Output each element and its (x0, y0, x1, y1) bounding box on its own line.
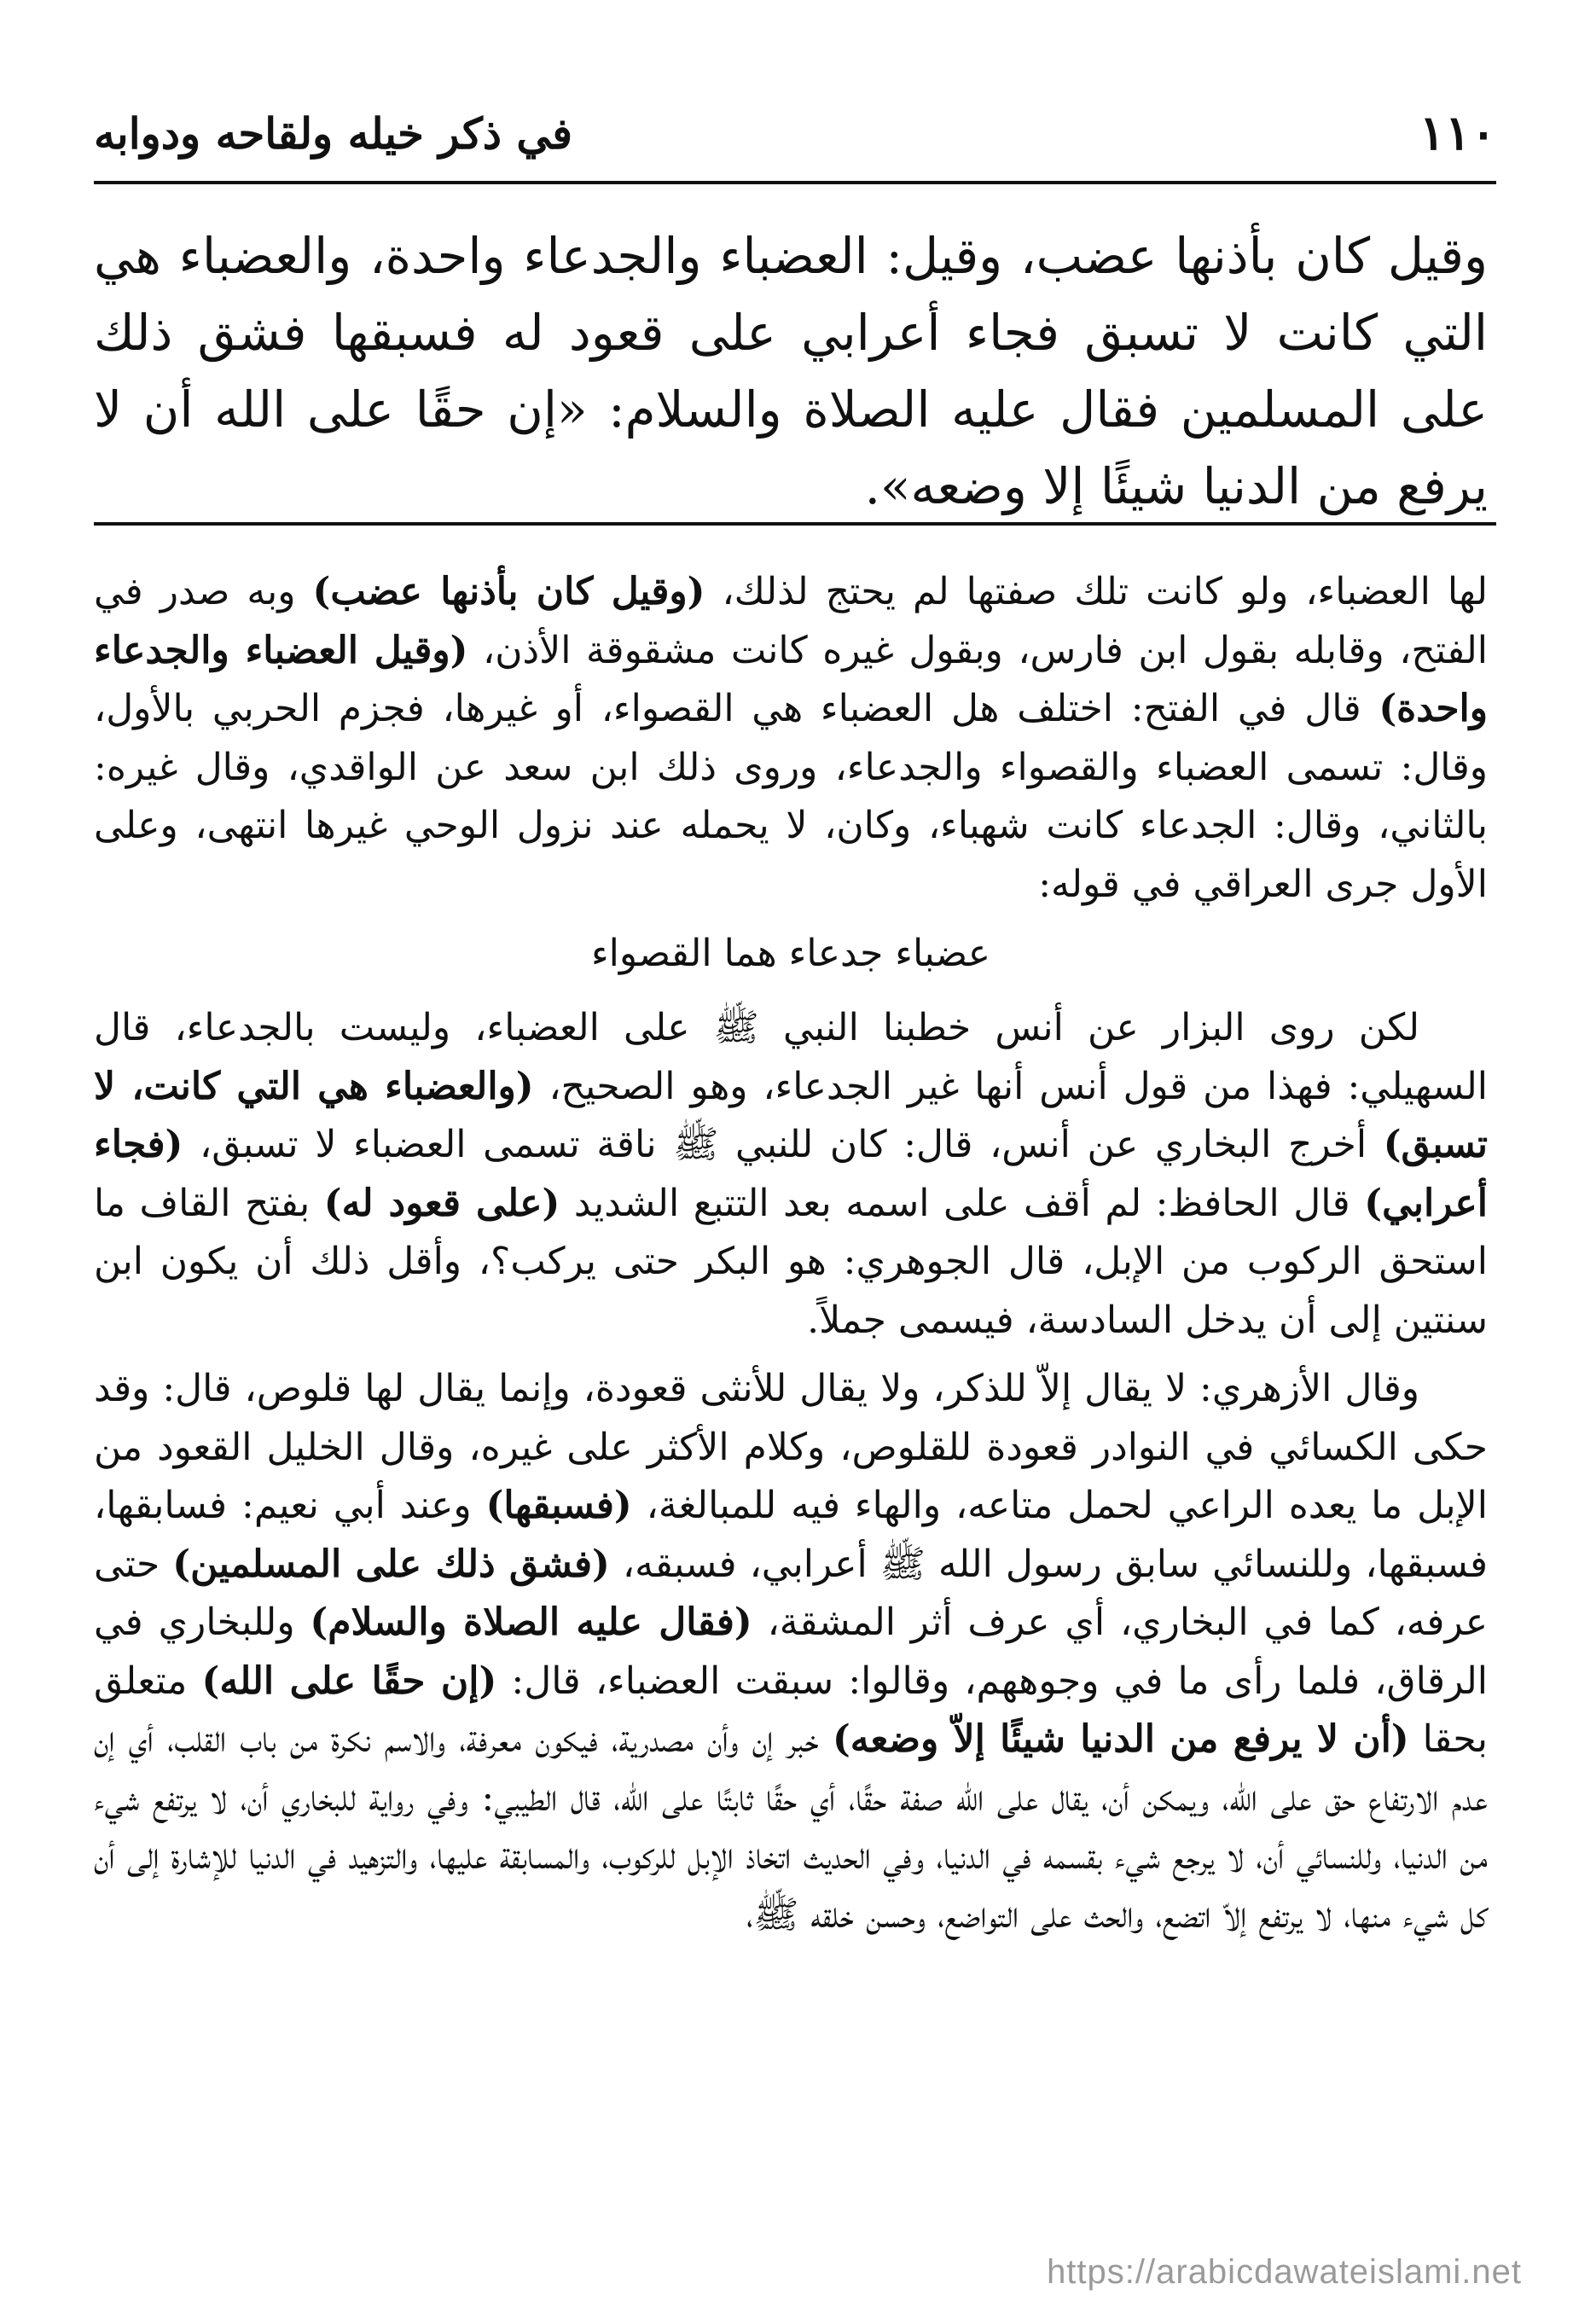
page-number: ١١٠ (1419, 105, 1496, 161)
quoted-phrase: (فشق ذلك على المسلمين) (172, 1542, 610, 1586)
quoted-phrase: (فقال عليه الصلاة والسلام) (310, 1601, 752, 1644)
poetry-verse: عضباء جدعاء هما القصواء (590, 932, 991, 975)
commentary-text: وعند أبي نعيم: فسابقها، فسبقها، وللنسائي سابق رسول الله ﷺ أعرابي، فسبقه، (94, 1484, 1489, 1586)
commentary-paragraph-1 (94, 563, 1488, 914)
commentary-text: حتى عرفه، كما في البخاري، أي عرف أثر المشقة، (94, 1542, 1488, 1644)
commentary-text: وقال الأزهري: لا يقال إلاّ للذكر، ولا يقال للأنثى قعودة، وإنما يقال لها قلوص، قال: وقد حكى الكسائي في النوادر قعودة للقلوص، وكلام الأكثر على غيره، وقال الخليل القعود من الإبل ما يعده الراعي لحمل متاعه، والهاء فيه للمبالغة، (94, 1367, 1488, 1527)
header-divider (94, 181, 1496, 184)
commentary-text: متعلق بحقا (94, 1659, 1488, 1761)
quoted-phrase: (والعضباء هي التي كانت، لا تسبق) (94, 1064, 1488, 1166)
page-header (94, 82, 1496, 184)
watermark-url: https://arabicdawateislami.net (1047, 2253, 1522, 2291)
commentary-text: وللبخاري في الرقاق، فلما رأى ما في وجوههم، وقالوا: سبقت العضباء، قال: (94, 1601, 1488, 1703)
quoted-phrase: (فجاء أعرابي) (94, 1123, 1488, 1225)
commentary-paragraph-2 (94, 999, 1488, 1350)
quoted-phrase: (إن حقًا على الله) (201, 1659, 497, 1703)
quoted-phrase: (وقيل العضباء والجدعاء واحدة) (94, 628, 1488, 730)
commentary-text: أخرج البخاري عن أنس، قال: كان للنبي ﷺ ناقة تسمى العضباء لا تسبق، (183, 1123, 1384, 1166)
commentary-text: لكن روى البزار عن أنس خطبنا النبي ﷺ على العضباء، وليست بالجدعاء، قال السهيلي: فهذا من قول أنس أنها غير الجدعاء، وهو الصحيح، (94, 1006, 1488, 1108)
commentary-text: قال في الفتح: اختلف هل العضباء هي القصواء، أو غيرها، فجزم الحربي بالأول، وقال: تسمى العضباء والقصواء والجدعاء، وروى ذلك ابن سعد عن الواقدي، وقال غيره: بالثاني، وقال: الجدعاء كانت شهباء، وكان، لا يحمله عند نزول الوحي غيرها انتهى، وعلى الأول جرى العراقي في قوله: (94, 687, 1488, 906)
commentary-text: وبه صدر في الفتح، وقابله بقول ابن فارس، وبقول غيره كانت مشقوقة الأذن، (94, 570, 1488, 672)
commentary-text: خبر إن وأن مصدرية، فيكون معرفة، والاسم نكرة من باب القلب، أي إن عدم الارتفاع حق على الله، ويمكن أن، يقال على الله صفة حقًا، أي حقًا ثابتًا على الله، قال الطيبي: وفي رواية للبخاري أن، لا يرتفع شيء من الدنيا، وللنسائي أن، لا يرجع شيء بقسمه في الدنيا، وفي الحديث اتخاذ الإبل للركوب، والمسابقة عليها، والتزهيد في الدنيا للإشارة إلى أن كل شيء منها، لا يرتفع إلاّ اتضع، والحث على التواضع، وحسن خلقه ﷺ، (94, 1717, 1488, 1937)
quoted-phrase: (وقيل كان بأذنها عضب) (312, 570, 705, 613)
commentary-text: قال الحافظ: لم أقف على اسمه بعد التتبع الشديد (560, 1181, 1365, 1225)
commentary-divider (94, 522, 1496, 526)
quoted-phrase: (فسبقها) (485, 1484, 632, 1527)
main-text: وقيل كان بأذنها عضب، وقيل: العضباء والجدعاء واحدة، والعضباء هي التي كانت لا تسبق فجاء أعرابي على قعود له فسبقها فشق ذلك على المسلمين فقال عليه الصلاة والسلام: «إن حقًا على الله أن لا يرفع من الدنيا شيئًا إلا وضعه». (94, 227, 1488, 515)
commentary-paragraph-3 (94, 1360, 1488, 1944)
commentary-text: بفتح القاف ما استحق الركوب من الإبل، قال الجوهري: هو البكر حتى يركب؟، وأقل ذلك أن يكون ابن سنتين إلى أن يدخل السادسة، فيسمى جملاً. (94, 1181, 1488, 1342)
commentary (94, 563, 1488, 1955)
quoted-phrase: (أن لا يرفع من الدنيا شيئًا إلاّ وضعه) (832, 1717, 1409, 1761)
running-title: في ذكر خيله ولقاحه ودوابه (94, 107, 573, 159)
commentary-text: لها العضباء، ولو كانت تلك صفتها لم يحتج لذلك، (705, 570, 1488, 613)
quoted-phrase: (على قعود له) (323, 1181, 560, 1225)
